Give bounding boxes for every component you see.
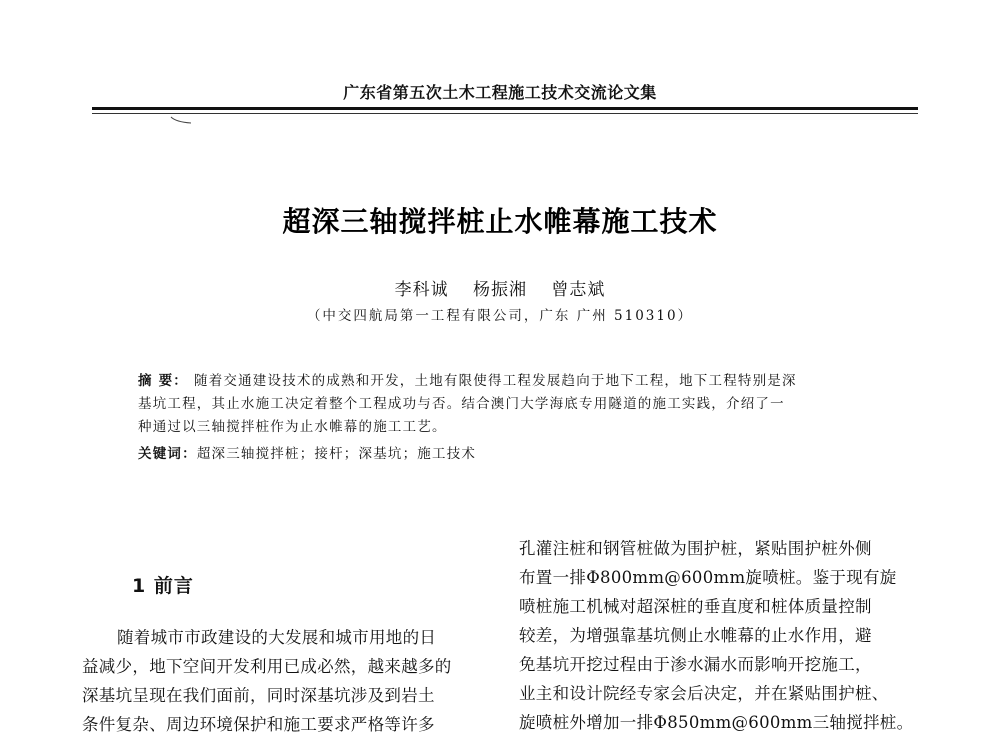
body-line: 布置一排Φ800mm@600mm旋喷桩。鉴于现有旋 [519, 568, 897, 587]
body-line: 免基坑开挖过程由于渗水漏水而影响开挖施工， [519, 655, 872, 674]
keywords-text: 超深三轴搅拌桩；接杆；深基坑；施工技术 [196, 446, 477, 462]
body-line: 喷桩施工机械对超深桩的垂直度和桩体质量控制 [519, 597, 872, 616]
body-line: 深基坑呈现在我们面前，同时深基坑涉及到岩土 [82, 686, 435, 705]
abstract-text: 随着交通建设技术的成熟和开发，土地有限使得工程发展趋向于地下工程，地下工程特别是深 [194, 373, 797, 389]
body-column-right [519, 534, 917, 737]
paper-affiliation: （中交四航局第一工程有限公司，广东 广州 510310） [306, 308, 694, 324]
header-rule-thick [92, 107, 918, 110]
body-line: 较差，为增强靠基坑侧止水帷幕的止水作用，避 [519, 626, 872, 645]
keywords [138, 442, 878, 462]
body-line: 业主和设计院经专家会后决定，并在紧贴围护桩、 [519, 684, 889, 703]
abstract-line: 种通过以三轴搅拌桩作为止水帷幕的施工工艺。 [138, 419, 447, 435]
paper-title: 超深三轴搅拌桩止水帷幕施工技术 [282, 205, 718, 238]
abstract-line [138, 370, 878, 393]
body-line: 随着城市市政建设的大发展和城市用地的日 [117, 628, 437, 647]
abstract-line: 基坑工程，其止水施工决定着整个工程成功与否。结合澳门大学海底专用隧道的施工实践，介绍了一 [138, 396, 785, 412]
body-line: 孔灌注桩和钢管桩做为围护桩，紧贴围护桩外侧 [519, 539, 872, 558]
abstract-label: 摘 要： [138, 373, 188, 389]
section-heading: 1 前言 [132, 575, 194, 597]
header-rule-thin [92, 113, 918, 114]
scan-mark [170, 116, 192, 124]
running-header: 广东省第五次土木工程施工技术交流论文集 [343, 83, 657, 102]
body-line: 条件复杂、周边环境保护和施工要求严格等许多 [82, 715, 435, 734]
abstract [138, 370, 878, 439]
body-line: 旋喷桩外增加一排Φ850mm@600mm三轴搅拌桩。 [519, 713, 914, 732]
keywords-label: 关键词： [138, 446, 197, 462]
body-line: 益减少，地下空间开发利用已成必然，越来越多的 [82, 657, 452, 676]
body-column-left [82, 623, 492, 739]
paper-authors: 李科诚 杨振湘 曾志斌 [394, 280, 606, 300]
